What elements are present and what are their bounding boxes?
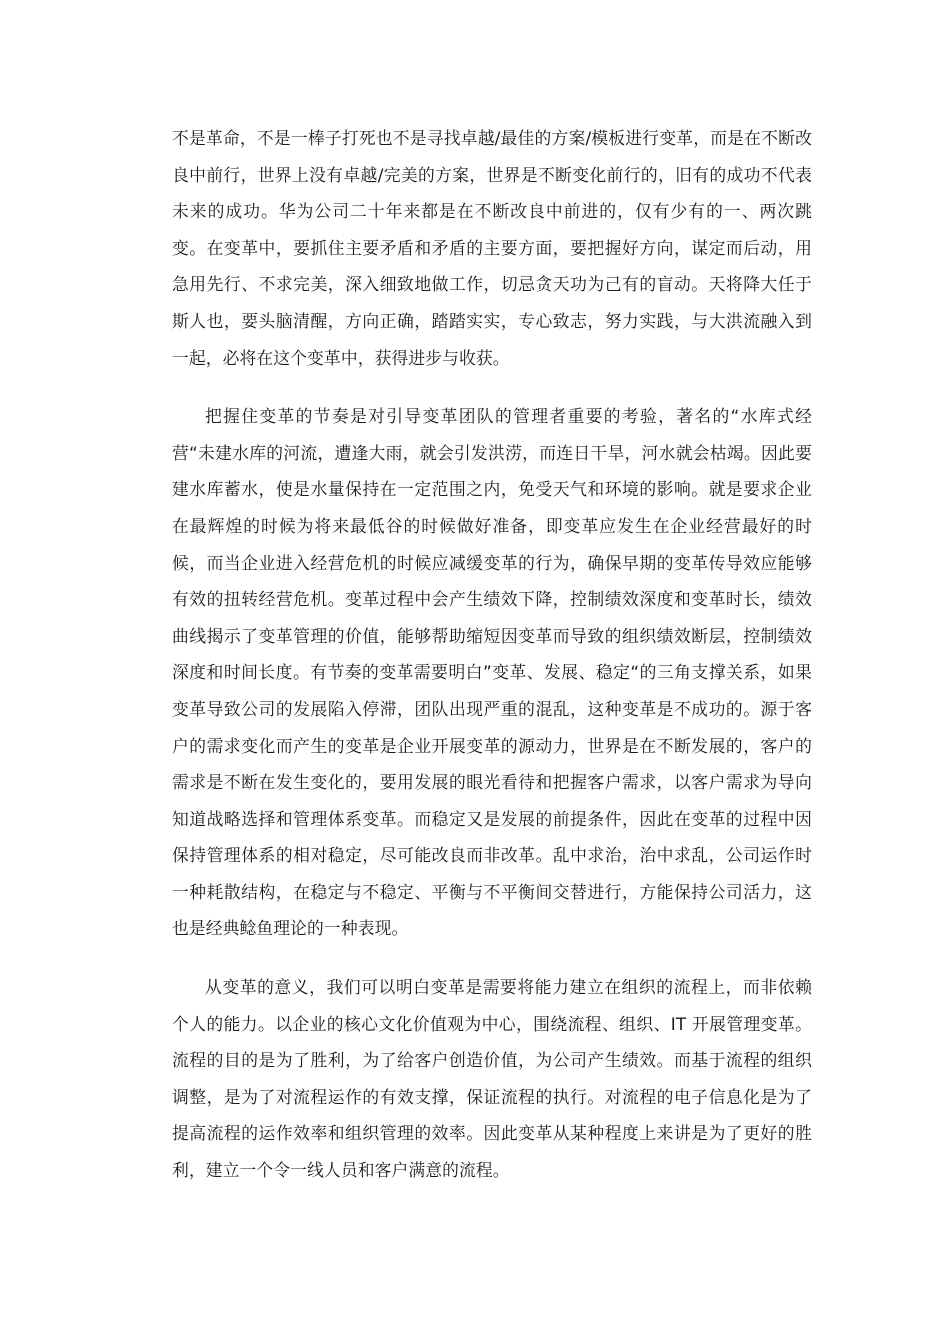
document-page bbox=[172, 120, 812, 1189]
paragraph-2: 把握住变革的节奏是对引导变革团队的管理者重要的考验，著名的“水库式经营“未建水库的河流，遭逢大雨，就会引发洪涝，而连日干旱，河水就会枯竭。因此要建水库蓄水，使是水量保持在一定范围之内，免受天气和环境的影响。就是要求企业在最辉煌的时候为将来最低谷的时候做好准备，即变革应发生在企业经营最好的时候，而当企业进入经营危机的时候应减缓变革的行为，确保早期的变革传导效应能够有效的扭转经营危机。变革过程中会产生绩效下降，控制绩效深度和变革时长，绩效曲线揭示了变革管理的价值，能够帮助缩短因变革而导致的组织绩效断层，控制绩效深度和时间长度。有节奏的变革需要明白”变革、发展、稳定“的三角支撑关系，如果变革导致公司的发展陷入停滞，团队出现严重的混乱，这种变革是不成功的。源于客户的需求变化而产生的变革是企业开展变革的源动力，世界是在不断发展的，客户的需求是不断在发生变化的，要用发展的眼光看待和把握客户需求，以客户需求为导向知道战略选择和管理体系变革。而稳定又是发展的前提条件，因此在变革的过程中因保持管理体系的相对稳定，尽可能改良而非改革。乱中求治，治中求乱，公司运作时一种耗散结构，在稳定与不稳定、平衡与不平衡间交替进行，方能保持公司活力，这也是经典鲶鱼理论的一种表现。 bbox=[172, 406, 812, 939]
paragraph-1: 不是革命，不是一棒子打死也不是寻找卓越/最佳的方案/模板进行变革，而是在不断改良中前行，世界上没有卓越/完美的方案，世界是不断变化前行的，旧有的成功不代表未来的成功。华为公司二十年来都是在不断改良中前进的，仅有少有的一、两次跳变。在变革中，要抓住主要矛盾和矛盾的主要方面，要把握好方向，谋定而后动，用急用先行、不求完美，深入细致地做工作，切忌贪天功为己有的盲动。天将降大任于斯人也，要头脑清醒，方向正确，踏踏实实，专心致志，努力实践，与大洪流融入到一起，必将在这个变革中，获得进步与收获。 bbox=[172, 128, 812, 368]
paragraph-3: 从变革的意义，我们可以明白变革是需要将能力建立在组织的流程上，而非依赖个人的能力。以企业的核心文化价值观为中心，围绕流程、组织、IT 开展管理变革。流程的目的是为了胜利，为了给客户创造价值，为公司产生绩效。而基于流程的组织调整，是为了对流程运作的有效支撑，保证流程的执行。对流程的电子信息化是为了提高流程的运作效率和组织管理的效率。因此变革从某种程度上来讲是为了更好的胜利，建立一个令一线人员和客户满意的流程。 bbox=[172, 977, 812, 1181]
